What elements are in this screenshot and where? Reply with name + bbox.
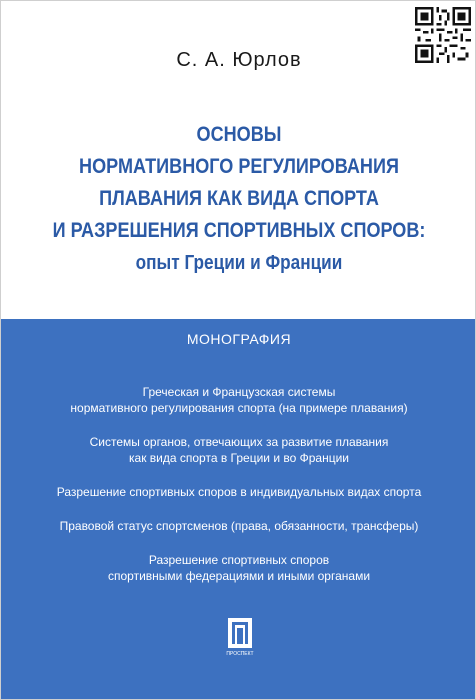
topic-line: Разрешение спортивных споров в индивидуальных видах спорта xyxy=(56,485,422,499)
topic-line: спортивными федерациями и иными органами xyxy=(107,569,371,583)
topic-line: Греческая и Французская системы xyxy=(142,385,336,399)
publisher-logo-icon xyxy=(225,618,255,658)
topic-item xyxy=(1,484,476,500)
topic-item xyxy=(1,434,476,466)
topic-line: Разрешение спортивных споров xyxy=(148,553,330,567)
topic-line: как вида спорта в Греции и во Франции xyxy=(129,451,349,465)
publisher-logo-text: ПРОСПЕКТ xyxy=(226,651,254,657)
topics-list xyxy=(1,384,476,602)
topic-line: Системы органов, отвечающих за развитие плавания xyxy=(89,435,389,449)
author-name: С. А. Юрлов xyxy=(176,49,302,71)
title-line: НОРМАТИВНОГО РЕГУЛИРОВАНИЯ xyxy=(79,155,399,178)
topic-item xyxy=(1,518,476,534)
book-title xyxy=(1,119,476,279)
genre-label: МОНОГРАФИЯ xyxy=(186,331,292,347)
title-line: И РАЗРЕШЕНИЯ СПОРТИВНЫХ СПОРОВ: xyxy=(52,219,426,242)
topic-line: Правовой статус спортсменов (права, обязанности, трансферы) xyxy=(59,519,419,533)
title-line: ОСНОВЫ xyxy=(196,123,282,146)
topic-item xyxy=(1,552,476,584)
topic-line: нормативного регулирования спорта (на примере плавания) xyxy=(70,401,408,415)
book-subtitle: опыт Греции и Франции xyxy=(135,252,343,274)
title-line: ПЛАВАНИЯ КАК ВИДА СПОРТА xyxy=(99,187,379,210)
topic-item xyxy=(1,384,476,416)
